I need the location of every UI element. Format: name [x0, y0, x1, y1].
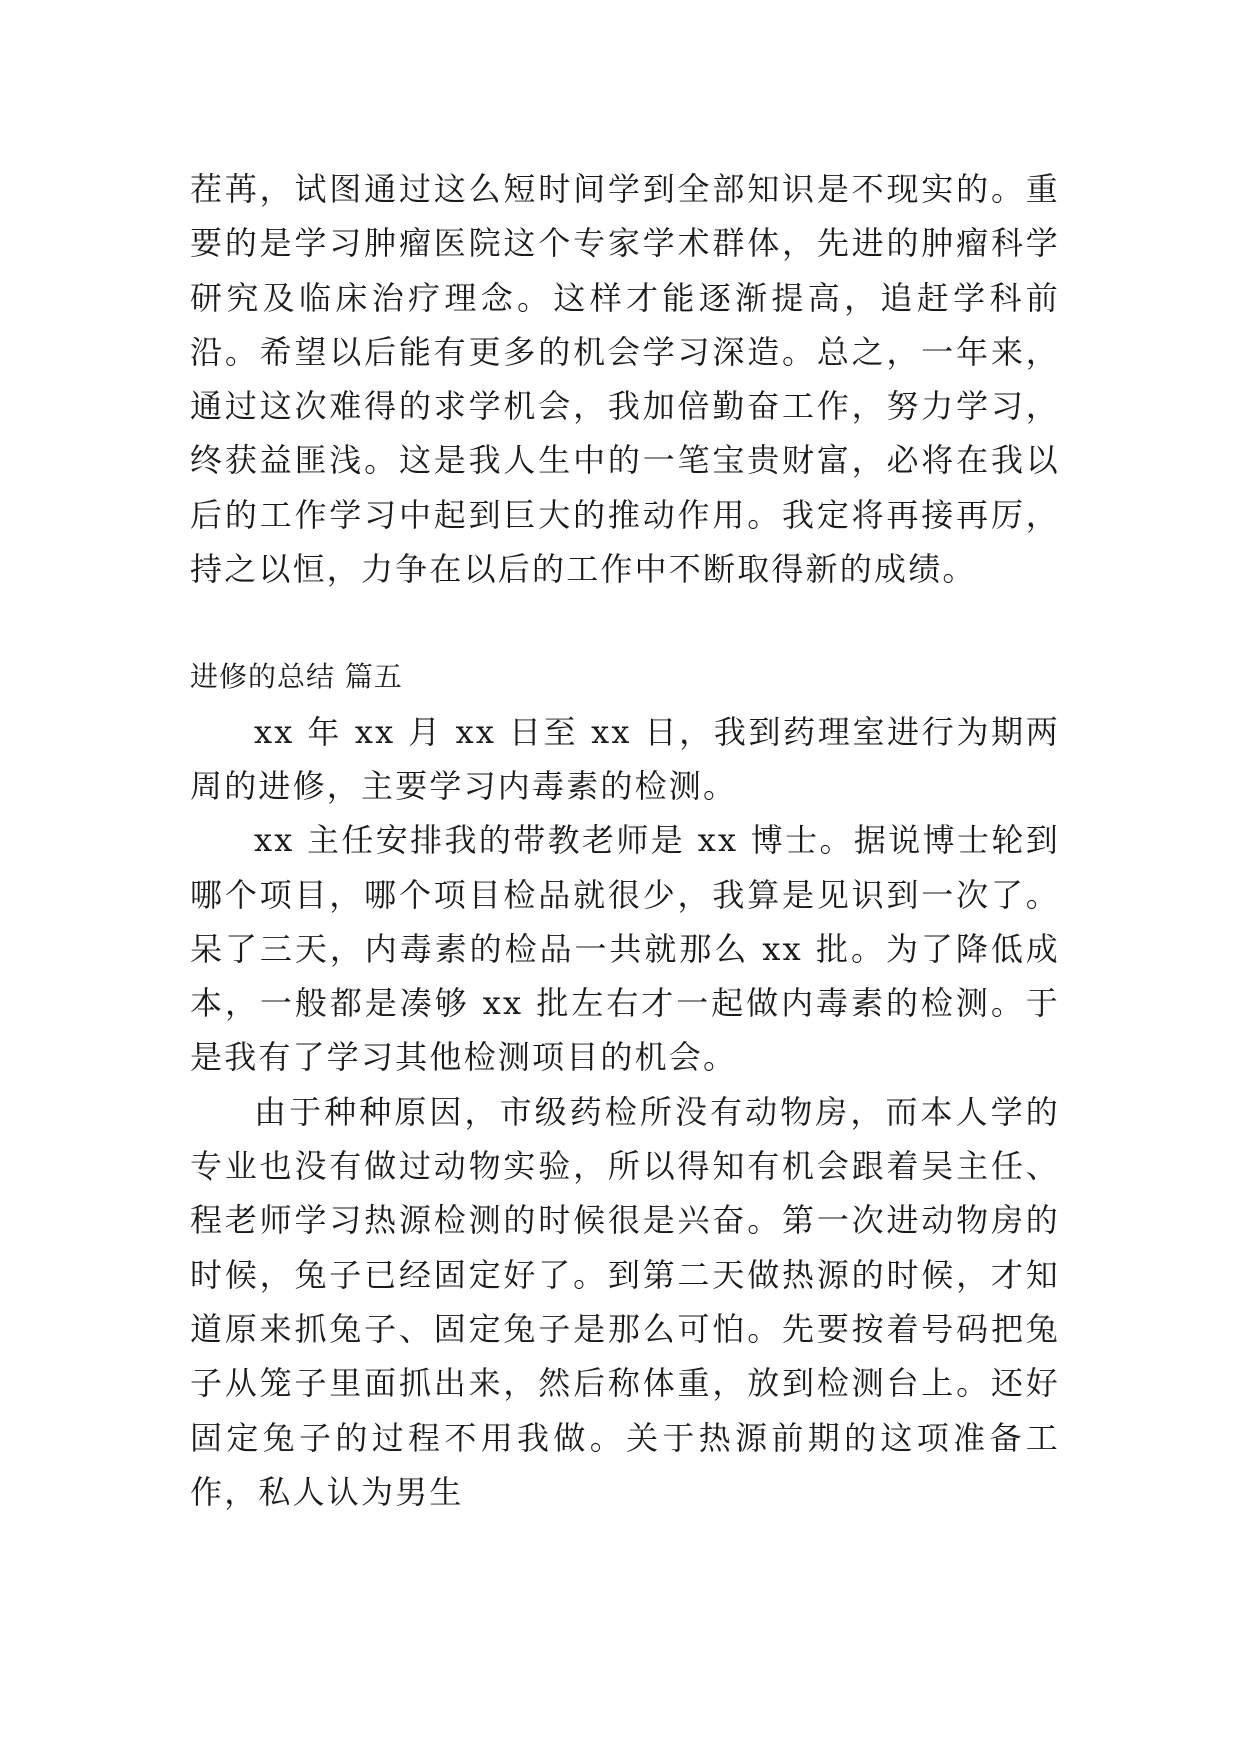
- section-spacer: [190, 596, 1060, 650]
- section-heading: 进修的总结 篇五: [190, 660, 403, 694]
- paragraph-1: xx 年 xx 月 xx 日至 xx 日，我到药理室进行为期两周的进修，主要学习内毒素的检测。: [190, 712, 1060, 805]
- paragraph-2: xx 主任安排我的带教老师是 xx 博士。据说博士轮到哪个项目，哪个项目检品就很少，我算是见识到一次了。呆了三天，内毒素的检品一共就那么 xx 批。为了降低成本，一般都是凑够 xx 批左右才一起做内毒素的检测。于是我有了学习其他检测项目的机会。: [190, 821, 1060, 1077]
- continued-paragraph: 茬苒，试图通过这么短时间学到全部知识是不现实的。重要的是学习肿瘤医院这个专家学术群体，先进的肿瘤科学研究及临床治疗理念。这样才能逐渐提高，追赶学科前沿。希望以后能有更多的机会学习深造。总之，一年来，通过这次难得的求学机会，我加倍勤奋工作，努力学习，终获益匪浅。这是我人生中的一笔宝贵财富，必将在我以后的工作学习中起到巨大的推动作用。我定将再接再厉，持之以恒，力争在以后的工作中不断取得新的成绩。: [190, 170, 1060, 589]
- paragraph-3: 由于种种原因，市级药检所没有动物房，而本人学的专业也没有做过动物实验，所以得知有机会跟着吴主任、程老师学习热源检测的时候很是兴奋。第一次进动物房的时候，兔子已经固定好了。到第二天做热源的时候，才知道原来抓兔子、固定兔子是那么可怕。先要按着号码把兔子从笼子里面抓出来，然后称体重，放到检测台上。还好固定兔子的过程不用我做。关于热源前期的这项准备工作，私人认为男生: [190, 1092, 1060, 1511]
- document-body: [190, 162, 1060, 1519]
